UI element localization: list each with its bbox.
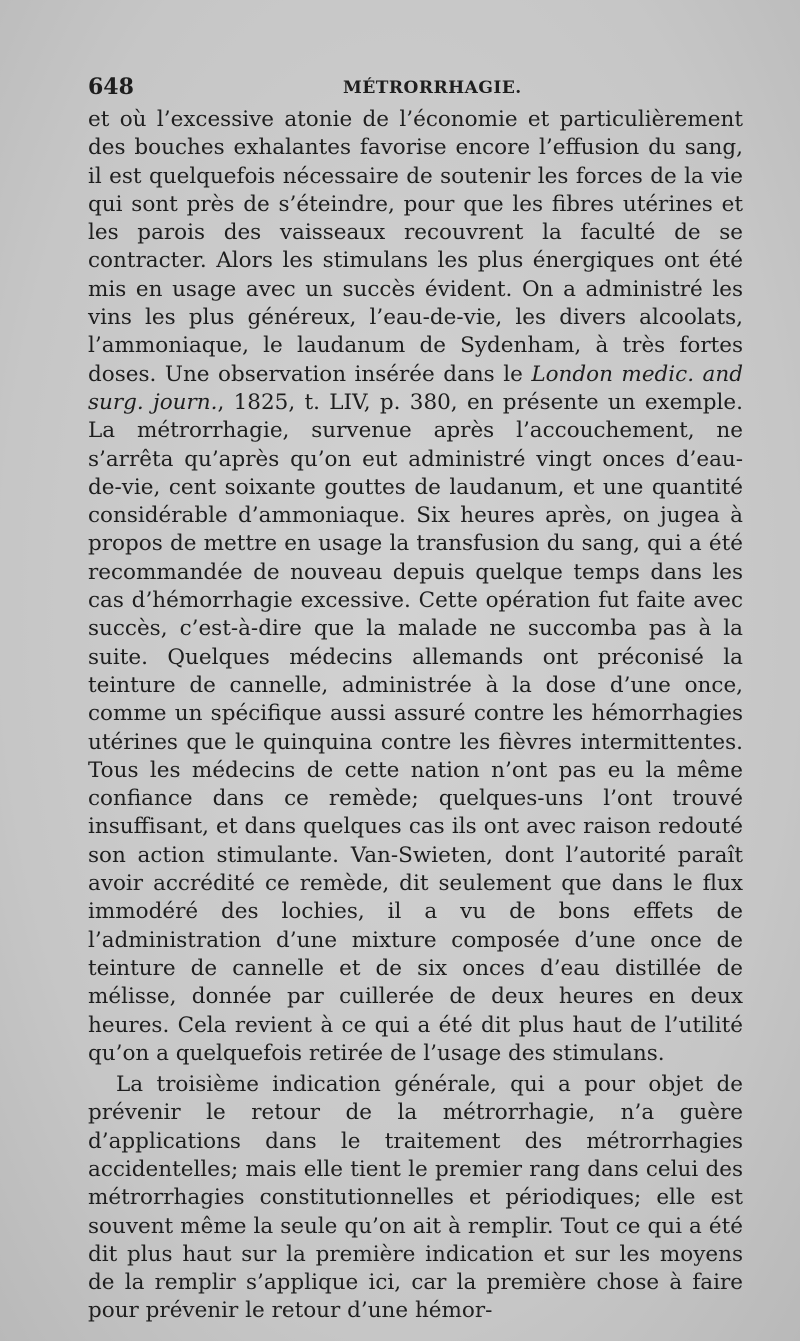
running-title: MÉTRORRHAGIE.: [343, 78, 522, 98]
paragraph-continuation: [88, 106, 743, 1068]
text-segment: et où l’excessive atonie de l’économie et particulièrement des bouches exhalantes favorise encore l’effusion du sang, il est quelquefois nécessaire de soutenir les forces de la vie qui sont près de s’éteindre, pour que les fibres utérines et les parois des vaisseaux recouvrent la faculté de se contracter. Alors les stimulans les plus énergiques ont été mis en usage avec un succès évident. On a administré les vins les plus généreux, l’eau-de-vie, les divers alcoolats, l’ammoniaque, le laudanum de Sydenham, à très fortes doses. Une observation insérée dans le: [88, 107, 743, 387]
journal-title-italic: London medic. and surg. journ.: [88, 361, 743, 415]
text-segment: , 1825, t. LIV, p. 380, en présente un exemple. La métrorrhagie, survenue après l’accouchement, ne s’arrêta qu’après qu’on eut administré vingt onces d’eau-de-vie, cent soixante gouttes de laudanum, et une quantité considérable d’ammoniaque. Six heures après, on jugea à propos de mettre en usage la transfusion du sang, qui a été recommandée de nouveau depuis quelque temps dans les cas d’hémorrhagie excessive. Cette opération fut faite avec succès, c’est-à-dire que la malade ne succomba pas à la suite. Quelques médecins allemands ont préconisé la teinture de cannelle, administrée à la dose d’une once, comme un spécifique aussi assuré contre les hémorrhagies utérines que le quinquina contre les fièvres intermittentes. Tous les médecins de cette nation n’ont pas eu la même confiance dans ce remède; quelques-uns l’ont trouvé insuffisant, et dans quelques cas ils ont avec raison redouté son action stimulante. Van-Swieten, dont l’autorité paraît avoir accrédité ce remède, dit seulement que dans le flux immodéré des lochies, il a vu de bons effets de l’administration d’une mixture composée d’une once de teinture de cannelle et de six onces d’eau distillée de mélisse, donnée par cuillerée de deux heures en deux heures. Cela revient à ce qui a été dit plus haut de l’utilité qu’on a quelquefois retirée de l’usage des stimulans.: [88, 389, 743, 1066]
page-number: 648: [88, 74, 134, 100]
body-text: [88, 106, 743, 1326]
page-header: [88, 74, 748, 102]
paragraph-third-indication: La troisième indication générale, qui a pour objet de prévenir le retour de la métrorrhagie, n’a guère d’applications dans le traitement des métrorrhagies accidentelles; mais elle tient le premier rang dans celui des métrorrhagies constitutionnelles et périodiques; elle est souvent même la seule qu’on ait à remplir. Tout ce qui a été dit plus haut sur la première indication et sur les moyens de la remplir s’applique ici, car la première chose à faire pour prévenir le retour d’une hémor-: [88, 1072, 743, 1324]
